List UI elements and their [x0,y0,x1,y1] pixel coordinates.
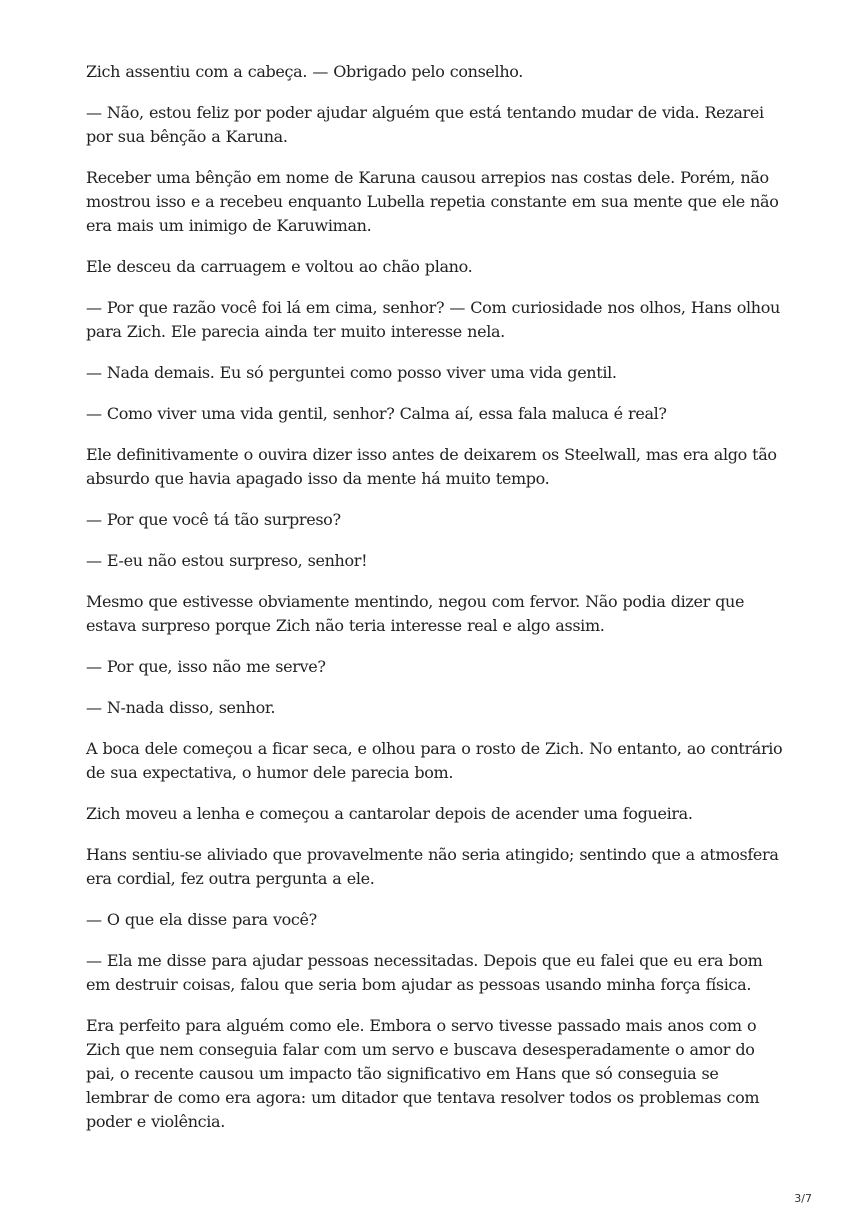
paragraph: — Não, estou feliz por poder ajudar alguém que está tentando mudar de vida. Rezarei por sua bênção a Karuna. [86,103,764,146]
paragraph: Era perfeito para alguém como ele. Embora o servo tivesse passado mais anos com o Zich que nem conseguia falar com um servo e buscava desesperadamente o amor do pai, o recente causou um impacto tão significativo em Hans que só conseguia se lembrar de como era agora: um ditador que tentava resolver todos os problemas com poder e violência. [86,1016,760,1131]
paragraph: — Ela me disse para ajudar pessoas necessitadas. Depois que eu falei que eu era bom em destruir coisas, falou que seria bom ajudar as pessoas usando minha força física. [86,951,763,994]
paragraph: Zich assentiu com a cabeça. — Obrigado pelo conselho. [86,62,524,81]
document-body [86,60,786,1151]
paragraph: — Nada demais. Eu só perguntei como posso viver uma vida gentil. [86,363,617,382]
paragraph: — Por que você tá tão surpreso? [86,510,341,529]
paragraph: Mesmo que estivesse obviamente mentindo, negou com fervor. Não podia dizer que estava surpreso porque Zich não teria interesse real e algo assim. [86,592,745,635]
paragraph: Zich moveu a lenha e começou a cantarolar depois de acender uma fogueira. [86,804,693,823]
paragraph: Hans sentiu-se aliviado que provavelmente não seria atingido; sentindo que a atmosfera era cordial, fez outra pergunta a ele. [86,845,779,888]
paragraph: Ele definitivamente o ouvira dizer isso antes de deixarem os Steelwall, mas era algo tão absurdo que havia apagado isso da mente há muito tempo. [86,445,777,488]
paragraph: — Por que razão você foi lá em cima, senhor? — Com curiosidade nos olhos, Hans olhou para Zich. Ele parecia ainda ter muito interesse nela. [86,298,780,341]
paragraph: — N-nada disso, senhor. [86,698,276,717]
paragraph: — Como viver uma vida gentil, senhor? Calma aí, essa fala maluca é real? [86,404,667,423]
paragraph: Ele desceu da carruagem e voltou ao chão plano. [86,257,473,276]
page-number: 3/7 [794,1192,812,1205]
paragraph: — E-eu não estou surpreso, senhor! [86,551,368,570]
paragraph: — O que ela disse para você? [86,910,317,929]
paragraph: A boca dele começou a ficar seca, e olhou para o rosto de Zich. No entanto, ao contrário de sua expectativa, o humor dele parecia bom. [86,739,783,782]
paragraph: Receber uma bênção em nome de Karuna causou arrepios nas costas dele. Porém, não mostrou isso e a recebeu enquanto Lubella repetia constante em sua mente que ele não era mais um inimigo de Karuwiman. [86,168,779,235]
paragraph: — Por que, isso não me serve? [86,657,326,676]
